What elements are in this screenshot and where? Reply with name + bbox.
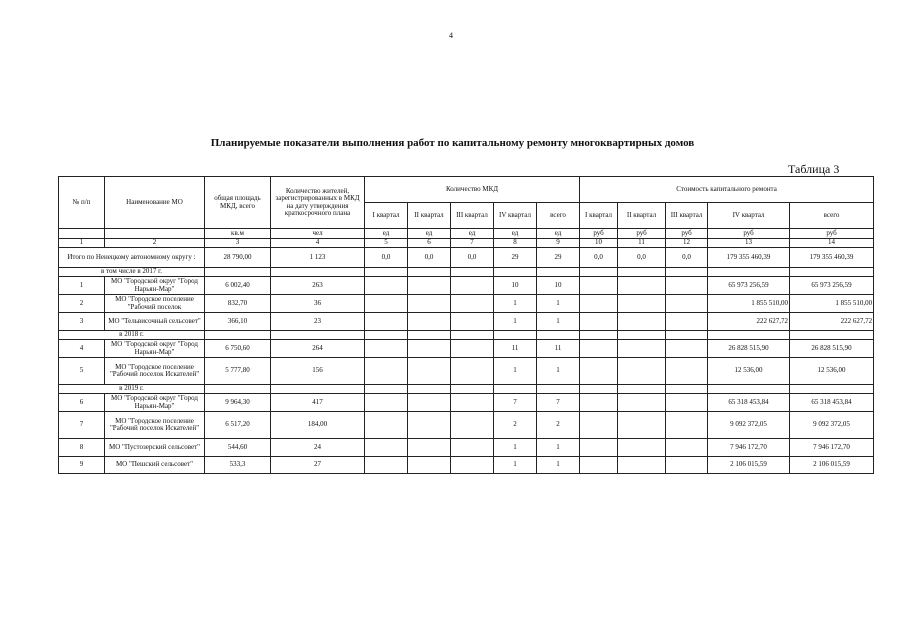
row-residents: 417 [271,394,365,412]
row-mkd-total: 11 [537,340,580,358]
row-number: 8 [59,439,105,457]
row-mo: МО "Городское поселение "Рабочий поселок [105,295,205,313]
row-cost-total: 222 627,72 [790,313,874,331]
col-number: 1 [59,239,105,248]
repair-plan-table [58,176,874,474]
table-label: Таблица 3 [788,162,840,176]
col-number: 10 [580,239,618,248]
unit-cell: руб [790,229,874,239]
row-mkd-q4: 11 [494,340,537,358]
page-number: 4 [449,31,453,40]
header-cost-q1: I квартал [580,203,618,229]
row-cost-q4: 9 092 372,05 [708,412,790,439]
unit-cell: ед [537,229,580,239]
section-label: в том числе в 2017 г. [59,268,205,277]
row-number: 5 [59,358,105,385]
header-mkd-group: Количество МКД [365,177,580,203]
unit-cell: кв.м [205,229,271,239]
header-cost-q2: II квартал [618,203,666,229]
row-mkd-total: 7 [537,394,580,412]
col-number: 8 [494,239,537,248]
document-title: Планируемые показатели выполнения работ по капитальному ремонту многоквартирных домов [210,137,695,149]
total-cell: 179 355 460,39 [790,248,874,268]
section-label: в 2019 г. [59,385,205,394]
row-mo: МО "Городское поселение "Рабочий поселок Искателей" [105,358,205,385]
table-row [59,394,874,412]
col-number: 11 [618,239,666,248]
header-area: общая площадь МКД, всего [205,177,271,229]
row-cost-q4: 26 828 515,90 [708,340,790,358]
row-mkd-total: 1 [537,439,580,457]
row-residents: 156 [271,358,365,385]
header-num: № п/п [59,177,105,229]
col-number: 12 [666,239,708,248]
row-cost-q4: 7 946 172,70 [708,439,790,457]
row-mkd-q4: 1 [494,358,537,385]
row-mkd-q4: 1 [494,439,537,457]
row-number: 6 [59,394,105,412]
row-cost-total: 2 106 015,59 [790,457,874,474]
row-residents: 23 [271,313,365,331]
total-row [59,248,874,268]
row-cost-q4: 65 318 453,84 [708,394,790,412]
row-mo: МО "Тельвисочный сельсовет" [105,313,205,331]
row-cost-total: 65 318 453,84 [790,394,874,412]
row-residents: 24 [271,439,365,457]
row-mkd-q4: 1 [494,457,537,474]
total-cell: 0,0 [408,248,451,268]
header-cost-q3: III квартал [666,203,708,229]
row-residents: 36 [271,295,365,313]
section-row [59,268,874,277]
unit-cell: руб [580,229,618,239]
row-area: 366,10 [205,313,271,331]
total-cell: 0,0 [618,248,666,268]
row-mkd-q4: 1 [494,295,537,313]
row-mkd-total: 2 [537,412,580,439]
header-cost-total: всего [790,203,874,229]
row-area: 6 750,60 [205,340,271,358]
row-residents: 264 [271,340,365,358]
col-number: 13 [708,239,790,248]
row-area: 5 777,80 [205,358,271,385]
row-mkd-total: 1 [537,358,580,385]
row-mo: МО "Городской округ "Город Нарьян-Мар" [105,394,205,412]
table-row [59,457,874,474]
row-cost-q4: 222 627,72 [708,313,790,331]
total-cell: 28 790,00 [205,248,271,268]
section-row [59,385,874,394]
row-mkd-total: 1 [537,313,580,331]
unit-cell: чел [271,229,365,239]
row-mo: МО "Городское поселение "Рабочий поселок Искателей" [105,412,205,439]
row-number: 7 [59,412,105,439]
unit-cell: руб [666,229,708,239]
row-area: 544,60 [205,439,271,457]
header-mkd-q2: II квартал [408,203,451,229]
header-cost-group: Стоимость капитального ремонта [580,177,874,203]
header-row-1 [59,177,874,203]
row-mkd-total: 1 [537,295,580,313]
row-residents: 184,00 [271,412,365,439]
row-mkd-q4: 1 [494,313,537,331]
row-residents: 263 [271,277,365,295]
row-mo: МО "Городской округ "Город Нарьян-Мар" [105,277,205,295]
row-area: 832,70 [205,295,271,313]
row-mkd-total: 10 [537,277,580,295]
table-row [59,412,874,439]
table-row [59,313,874,331]
total-cell: 29 [494,248,537,268]
row-mkd-total: 1 [537,457,580,474]
total-cell: 29 [537,248,580,268]
row-cost-q4: 65 973 256,59 [708,277,790,295]
row-area: 533,3 [205,457,271,474]
table-row [59,277,874,295]
row-mkd-q4: 2 [494,412,537,439]
header-mkd-q4: IV квартал [494,203,537,229]
col-number: 6 [408,239,451,248]
unit-cell: ед [451,229,494,239]
row-cost-total: 7 946 172,70 [790,439,874,457]
header-cost-q4: IV квартал [708,203,790,229]
row-cost-q4: 1 855 510,00 [708,295,790,313]
row-mkd-q4: 10 [494,277,537,295]
col-number: 2 [105,239,205,248]
header-mkd-q1: I квартал [365,203,408,229]
unit-cell: руб [618,229,666,239]
row-mo: МО "Городской округ "Город Нарьян-Мар" [105,340,205,358]
row-cost-total: 26 828 515,90 [790,340,874,358]
col-number: 14 [790,239,874,248]
row-cost-total: 9 092 372,05 [790,412,874,439]
row-cost-total: 12 536,00 [790,358,874,385]
row-area: 6 517,20 [205,412,271,439]
total-cell: 0,0 [365,248,408,268]
row-number: 9 [59,457,105,474]
col-number: 4 [271,239,365,248]
row-area: 6 002,40 [205,277,271,295]
row-number: 1 [59,277,105,295]
row-cost-total: 65 973 256,59 [790,277,874,295]
total-cell: 179 355 460,39 [708,248,790,268]
table-row [59,340,874,358]
col-number: 3 [205,239,271,248]
unit-cell: руб [708,229,790,239]
row-area: 9 964,30 [205,394,271,412]
header-mkd-q3: III квартал [451,203,494,229]
col-number: 9 [537,239,580,248]
row-mo: МО "Пешский сельсовет" [105,457,205,474]
header-residents: Количество жителей, зарегистрированных в МКД на дату утверждения краткосрочного плана [271,177,365,229]
unit-cell: ед [365,229,408,239]
section-label: в 2018 г. [59,331,205,340]
row-mo: МО "Пустозерский сельсовет" [105,439,205,457]
row-cost-q4: 2 106 015,59 [708,457,790,474]
row-number: 4 [59,340,105,358]
total-cell: 0,0 [666,248,708,268]
col-number: 5 [365,239,408,248]
row-number: 2 [59,295,105,313]
units-row [59,229,874,239]
row-cost-q4: 12 536,00 [708,358,790,385]
row-cost-total: 1 855 510,00 [790,295,874,313]
section-row [59,331,874,340]
total-cell: 0,0 [451,248,494,268]
column-numbers-row [59,239,874,248]
total-cell: 0,0 [580,248,618,268]
table-row [59,295,874,313]
total-cell: 1 123 [271,248,365,268]
header-mo: Наименование МО [105,177,205,229]
unit-cell: ед [494,229,537,239]
row-mkd-q4: 7 [494,394,537,412]
unit-cell: ед [408,229,451,239]
col-number: 7 [451,239,494,248]
row-number: 3 [59,313,105,331]
header-mkd-total: всего [537,203,580,229]
table-row [59,439,874,457]
total-label: Итого по Ненецкому автономному округу : [59,248,205,268]
row-residents: 27 [271,457,365,474]
table-row [59,358,874,385]
